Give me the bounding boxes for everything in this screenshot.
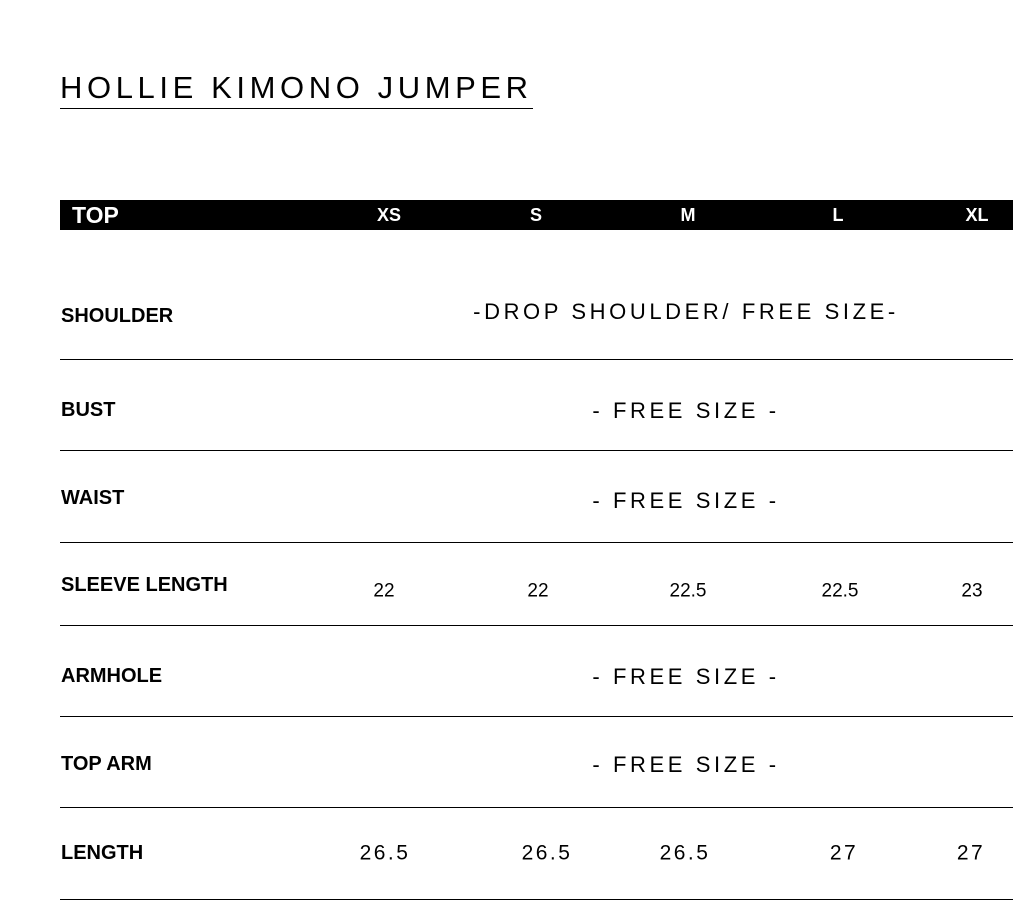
cell-value-m: 22.5 — [669, 580, 707, 602]
row-label: SLEEVE LENGTH — [61, 574, 228, 596]
row-span-value: - FREE SIZE - — [592, 398, 780, 423]
size-xs-header: XS — [376, 205, 402, 225]
row-label: SHOULDER — [61, 305, 174, 327]
size-l-header: L — [832, 205, 844, 225]
row-divider — [60, 625, 1013, 626]
row-divider — [60, 450, 1013, 451]
row-label: BUST — [61, 399, 116, 421]
page-title: HOLLIE KIMONO JUMPER — [60, 72, 533, 109]
cell-value-xl: 23 — [961, 580, 983, 602]
row-span-value: - FREE SIZE - — [592, 488, 780, 513]
cell-value-s: 22 — [527, 580, 549, 602]
size-m-header: M — [680, 205, 696, 225]
cell-value-xs: 26.5 — [359, 841, 411, 865]
row-divider — [60, 807, 1013, 808]
table-header-row — [60, 200, 1013, 230]
row-label: WAIST — [61, 487, 125, 509]
size-s-header: S — [529, 205, 543, 225]
row-divider — [60, 542, 1013, 543]
cell-value-s: 26.5 — [521, 841, 573, 865]
row-label: LENGTH — [61, 842, 144, 864]
row-span-value: -DROP SHOULDER/ FREE SIZE- — [473, 299, 899, 324]
header-label: TOP — [72, 202, 119, 228]
cell-value-m: 26.5 — [659, 841, 711, 865]
row-divider — [60, 899, 1013, 900]
row-span-value: - FREE SIZE - — [592, 752, 780, 777]
cell-value-xl: 27 — [956, 841, 986, 865]
size-xl-header: XL — [965, 205, 989, 225]
cell-value-l: 27 — [829, 841, 859, 865]
row-divider — [60, 716, 1013, 717]
row-span-value: - FREE SIZE - — [592, 664, 780, 689]
cell-value-l: 22.5 — [821, 580, 859, 602]
row-label: TOP ARM — [61, 753, 152, 775]
row-label: ARMHOLE — [61, 665, 163, 687]
cell-value-xs: 22 — [373, 580, 395, 602]
row-divider — [60, 359, 1013, 360]
